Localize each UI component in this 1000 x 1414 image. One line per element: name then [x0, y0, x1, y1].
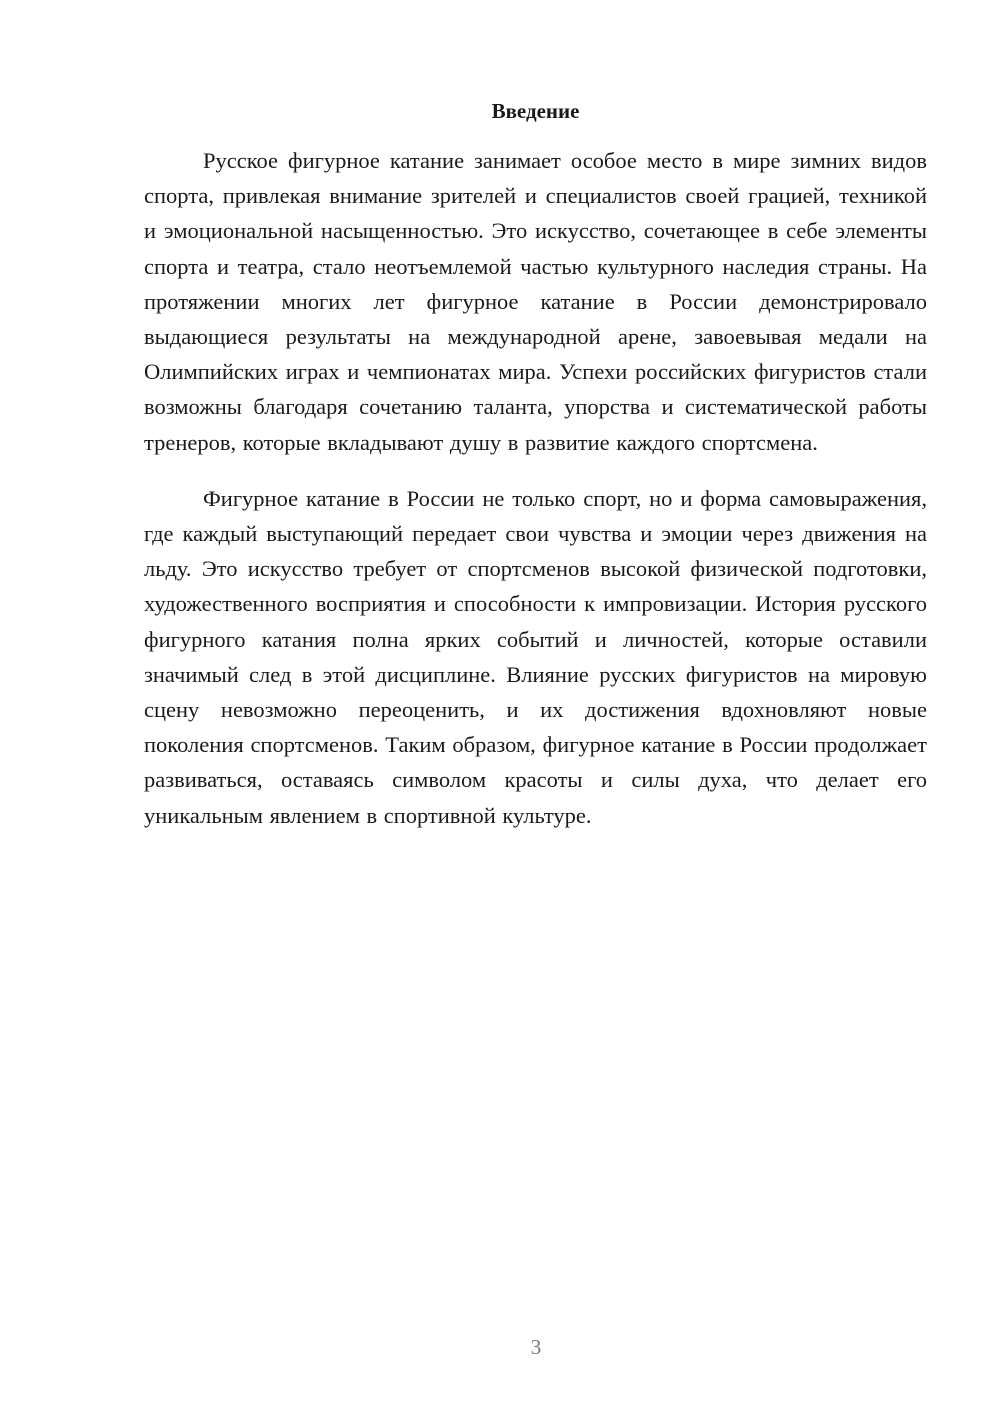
paragraph: Русское фигурное катание занимает особое место в мире зимних видов спорта, привлекая внимание зрителей и специалистов своей грацией, техникой и эмоциональной насыщенностью. Это искусство, сочетающее в себе элементы спорта и театра, стало неотъемлемой частью культурного наследия страны. На протяжении многих лет фигурное катание в России демонстрировало выдающиеся результаты на международной арене, завоевывая медали на Олимпийских играх и чемпионатах мира. Успехи российских фигуристов стали возможны благодаря сочетанию таланта, упорства и систематической работы тренеров, которые вкладывают душу в развитие каждого спортсмена.: [144, 148, 927, 455]
body-text: [144, 143, 927, 833]
page-number: 3: [530, 1335, 542, 1359]
section-heading: Введение: [491, 99, 580, 123]
paragraph: Фигурное катание в России не только спорт, но и форма самовыражения, где каждый выступающий передает свои чувства и эмоции через движения на льду. Это искусство требует от спортсменов высокой физической подготовки, художественного восприятия и способности к импровизации. История русского фигурного катания полна ярких событий и личностей, которые оставили значимый след в этой дисциплине. Влияние русских фигуристов на мировую сцену невозможно переоценить, и их достижения вдохновляют новые поколения спортсменов. Таким образом, фигурное катание в России продолжает развиваться, оставаясь символом красоты и силы духа, что делает его уникальным явлением в спортивной культуре.: [144, 485, 927, 828]
